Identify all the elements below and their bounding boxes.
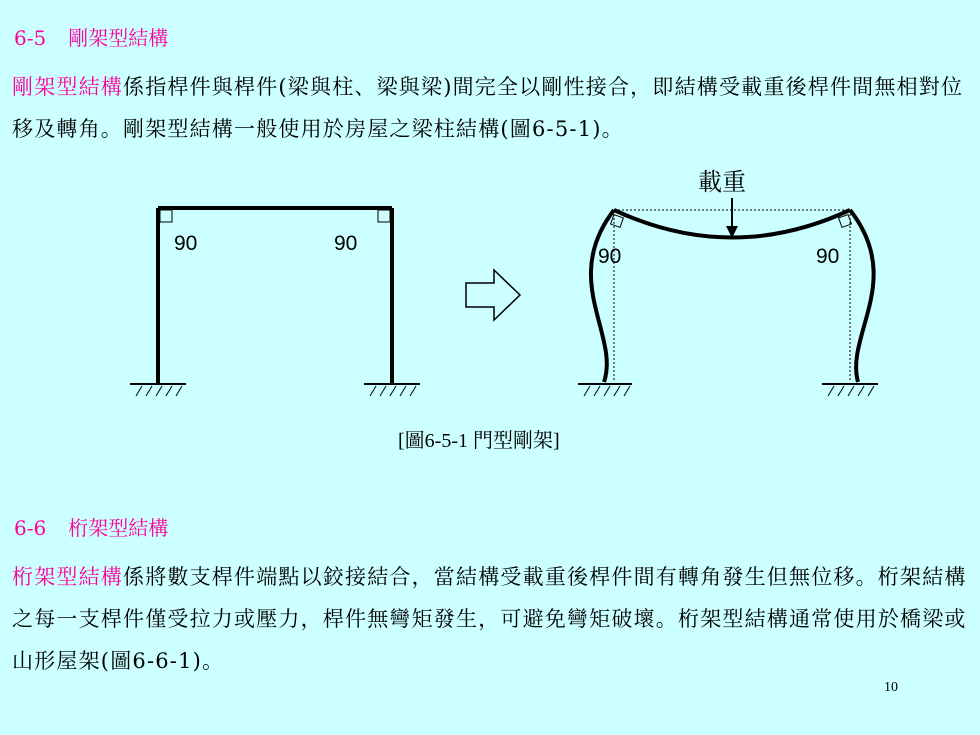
paragraph-text: 係將數支桿件端點以鉸接結合，當結構受載重後桿件間有轉角發生但無位移。桁架結構之每一支桿件僅受拉力或壓力，桿件無彎矩發生，可避免彎矩破壞。桁架型結構通常使用於橋梁或山形屋架(圖6-6-1)。 [12, 565, 967, 673]
transform-arrow-icon [466, 270, 520, 320]
term-highlight: 剛架型結構 [12, 75, 123, 99]
figure-caption: [圖6-5-1 門型剛架] [398, 430, 560, 452]
section-number: 6-5 [14, 26, 47, 50]
section-number: 6-6 [14, 516, 47, 540]
right-angle-marker [160, 210, 172, 222]
deformed-frame [578, 169, 878, 396]
angle-label: 90 [174, 232, 198, 255]
section-6-5-heading [14, 22, 168, 51]
right-angle-marker [378, 210, 390, 222]
section-6-6-paragraph [12, 556, 972, 682]
paragraph-text: 係指桿件與桿件(梁與柱、梁與梁)間完全以剛性接合，即結構受載重後桿件間無相對位移及轉角。剛架型結構一般使用於房屋之梁柱結構(圖6-5-1)。 [12, 75, 964, 141]
deformed-right-column [850, 210, 874, 382]
angle-label: 90 [598, 245, 622, 268]
load-label: 載重 [698, 169, 746, 196]
undeformed-frame [130, 208, 420, 396]
fixed-support [364, 384, 420, 396]
section-title: 剛架型結構 [68, 26, 169, 50]
section-6-5-paragraph [12, 66, 972, 150]
fixed-support [578, 384, 632, 396]
fixed-support [130, 384, 186, 396]
angle-label: 90 [816, 245, 840, 268]
fixed-support [822, 384, 878, 396]
section-6-6-heading [14, 512, 168, 541]
angle-label: 90 [334, 232, 358, 255]
term-highlight: 桁架型結構 [12, 565, 123, 589]
page-number: 10 [884, 680, 898, 695]
deformed-left-column [591, 210, 614, 382]
section-title: 桁架型結構 [68, 516, 169, 540]
rigid-frame-diagram [0, 160, 980, 420]
